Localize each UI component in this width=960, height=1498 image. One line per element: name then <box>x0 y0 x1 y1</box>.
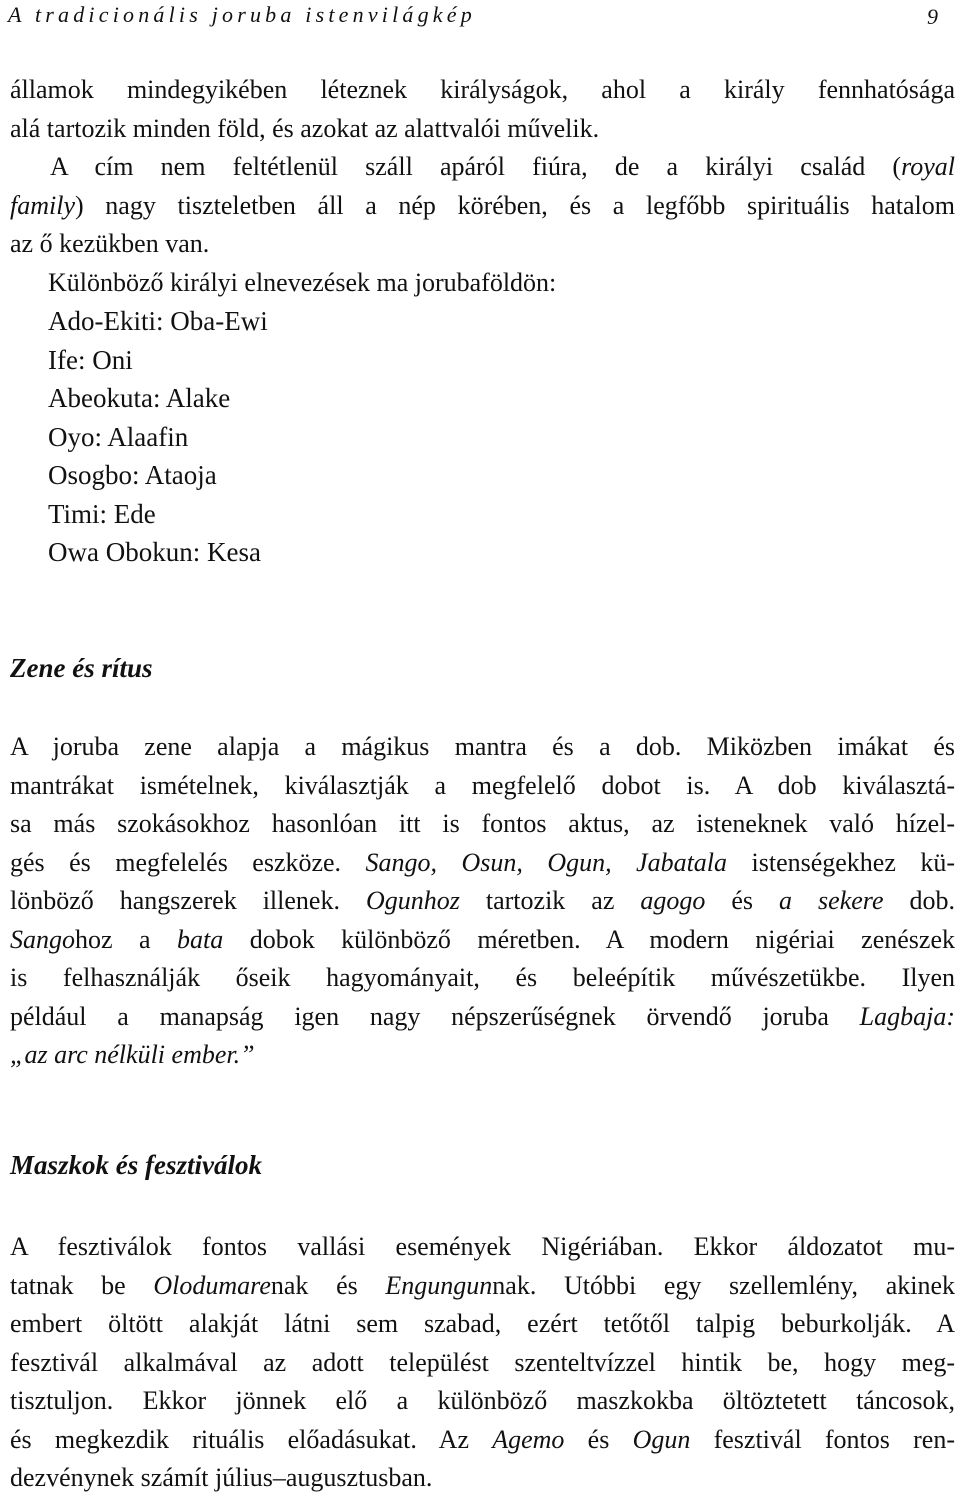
festivals-paragraph <box>10 1228 955 1498</box>
text-run: fesztivál fontos ren- <box>690 1424 955 1454</box>
text-run: és <box>564 1424 633 1454</box>
text-line: tisztuljon. Ekkor jönnek elő a különböző maszkokba öltöztetett táncosok, <box>10 1386 955 1415</box>
text-line <box>10 187 955 226</box>
text-run: dob. <box>883 886 955 915</box>
text-line <box>10 882 955 921</box>
page-number: 9 <box>927 4 938 29</box>
text-line: sa más szokásokhoz hasonlóan itt is fontos aktus, az isteneknek való hízel- <box>10 809 955 838</box>
text-run: ) nagy tiszteletben áll a nép körében, és a legfőbb spirituális hatalom <box>75 190 955 220</box>
italic-run: Engungun <box>385 1270 493 1300</box>
text-line <box>10 921 955 960</box>
italic-run: Lagbaja: <box>859 1001 955 1031</box>
text-run: dobok különböző méretben. A modern nigériai zenészek <box>223 924 955 954</box>
italic-run: Ogunhoz <box>365 886 460 915</box>
text-line: is felhasználják őseik hagyományait, és beleépítik művészetükbe. Ilyen <box>10 963 955 992</box>
italic-run: Olodumare <box>153 1270 271 1300</box>
titles-intro <box>48 264 948 303</box>
list-item: Oyo: Alaafin <box>48 421 189 452</box>
intro-paragraph <box>10 71 955 264</box>
italic-run: Sango <box>10 924 75 954</box>
list-item: Abeokuta: Alake <box>48 383 231 413</box>
text-line: fesztivál alkalmával az adott települést szenteltvízzel hintik be, hogy meg- <box>10 1347 955 1377</box>
text-run: és <box>705 886 780 915</box>
text-run: és megkezdik rituális előadásukat. Az <box>10 1424 493 1454</box>
list-item: Osogbo: Ataoja <box>48 460 217 490</box>
text-run: istenségekhez kü- <box>727 847 955 877</box>
text-line: mantrákat ismételnek, kiválasztják a megfelelő dobot is. A dob kiválasztá- <box>10 770 955 800</box>
text-line: az ő kezükben van. <box>10 229 210 258</box>
titles-intro-text: Különböző királyi elnevezések ma jorubaföldön: <box>48 268 557 297</box>
italic-run: a sekere <box>779 886 884 915</box>
italic-run: Ogun <box>632 1424 691 1454</box>
list-item: Timi: Ede <box>48 498 156 529</box>
text-line: dezvénynek számít július–augusztusban. <box>10 1463 433 1492</box>
music-paragraph <box>10 728 955 1075</box>
text-line <box>10 1421 955 1460</box>
text-run: hoz a <box>75 924 177 954</box>
text-run: lönböző hangszerek illenek. <box>10 886 366 915</box>
text-line: embert öltött alakját látni sem szabad, ezért tetőtől talpig beburkolják. A <box>10 1309 955 1338</box>
section-heading-music: Zene és rítus <box>10 653 153 683</box>
text-run: tatnak be <box>10 1270 154 1300</box>
text-line <box>10 998 955 1037</box>
text-run: gés és megfelelés eszköze. <box>10 847 366 877</box>
running-head <box>8 2 948 32</box>
running-title: A tradicionális joruba istenvilágkép <box>8 2 476 27</box>
italic-run: Sango, Osun, Ogun, Jabatala <box>365 847 728 877</box>
text-line: államok mindegyikében léteznek királyságok, ahol a király fennhatósága <box>10 75 955 104</box>
text-line <box>10 148 955 187</box>
italic-run: family <box>10 190 75 220</box>
italic-run: bata <box>177 924 224 954</box>
text-line: A joruba zene alapja a mágikus mantra és a dob. Miközben imákat és <box>10 732 955 761</box>
text-run: A cím nem feltétlenül száll apáról fiúra, de a királyi család ( <box>50 152 902 181</box>
italic-run: Agemo <box>492 1424 565 1454</box>
italic-run: agogo <box>640 886 706 915</box>
text-line <box>10 1267 955 1306</box>
text-line: „az arc nélküli ember.” <box>10 1040 255 1069</box>
list-item: Ife: Oni <box>48 344 133 375</box>
list-item: Owa Obokun: Kesa <box>48 537 261 567</box>
royal-titles-list <box>48 302 268 572</box>
italic-run: royal <box>901 152 955 181</box>
text-run: nak és <box>270 1270 386 1300</box>
text-run: nak. Utóbbi egy szellemlény, akinek <box>492 1270 955 1300</box>
text-run: tartozik az <box>459 886 641 915</box>
text-line: alá tartozik minden föld, és azokat az alattvalói művelik. <box>10 113 600 143</box>
list-item: Ado-Ekiti: Oba-Ewi <box>48 306 268 336</box>
text-run: például a manapság igen nagy népszerűségnek örvendő joruba <box>10 1001 860 1031</box>
text-line <box>10 844 955 883</box>
section-heading-festivals: Maszkok és fesztiválok <box>10 1150 262 1180</box>
text-line: A fesztiválok fontos vallási események Nigériában. Ekkor áldozatot mu- <box>10 1232 955 1261</box>
